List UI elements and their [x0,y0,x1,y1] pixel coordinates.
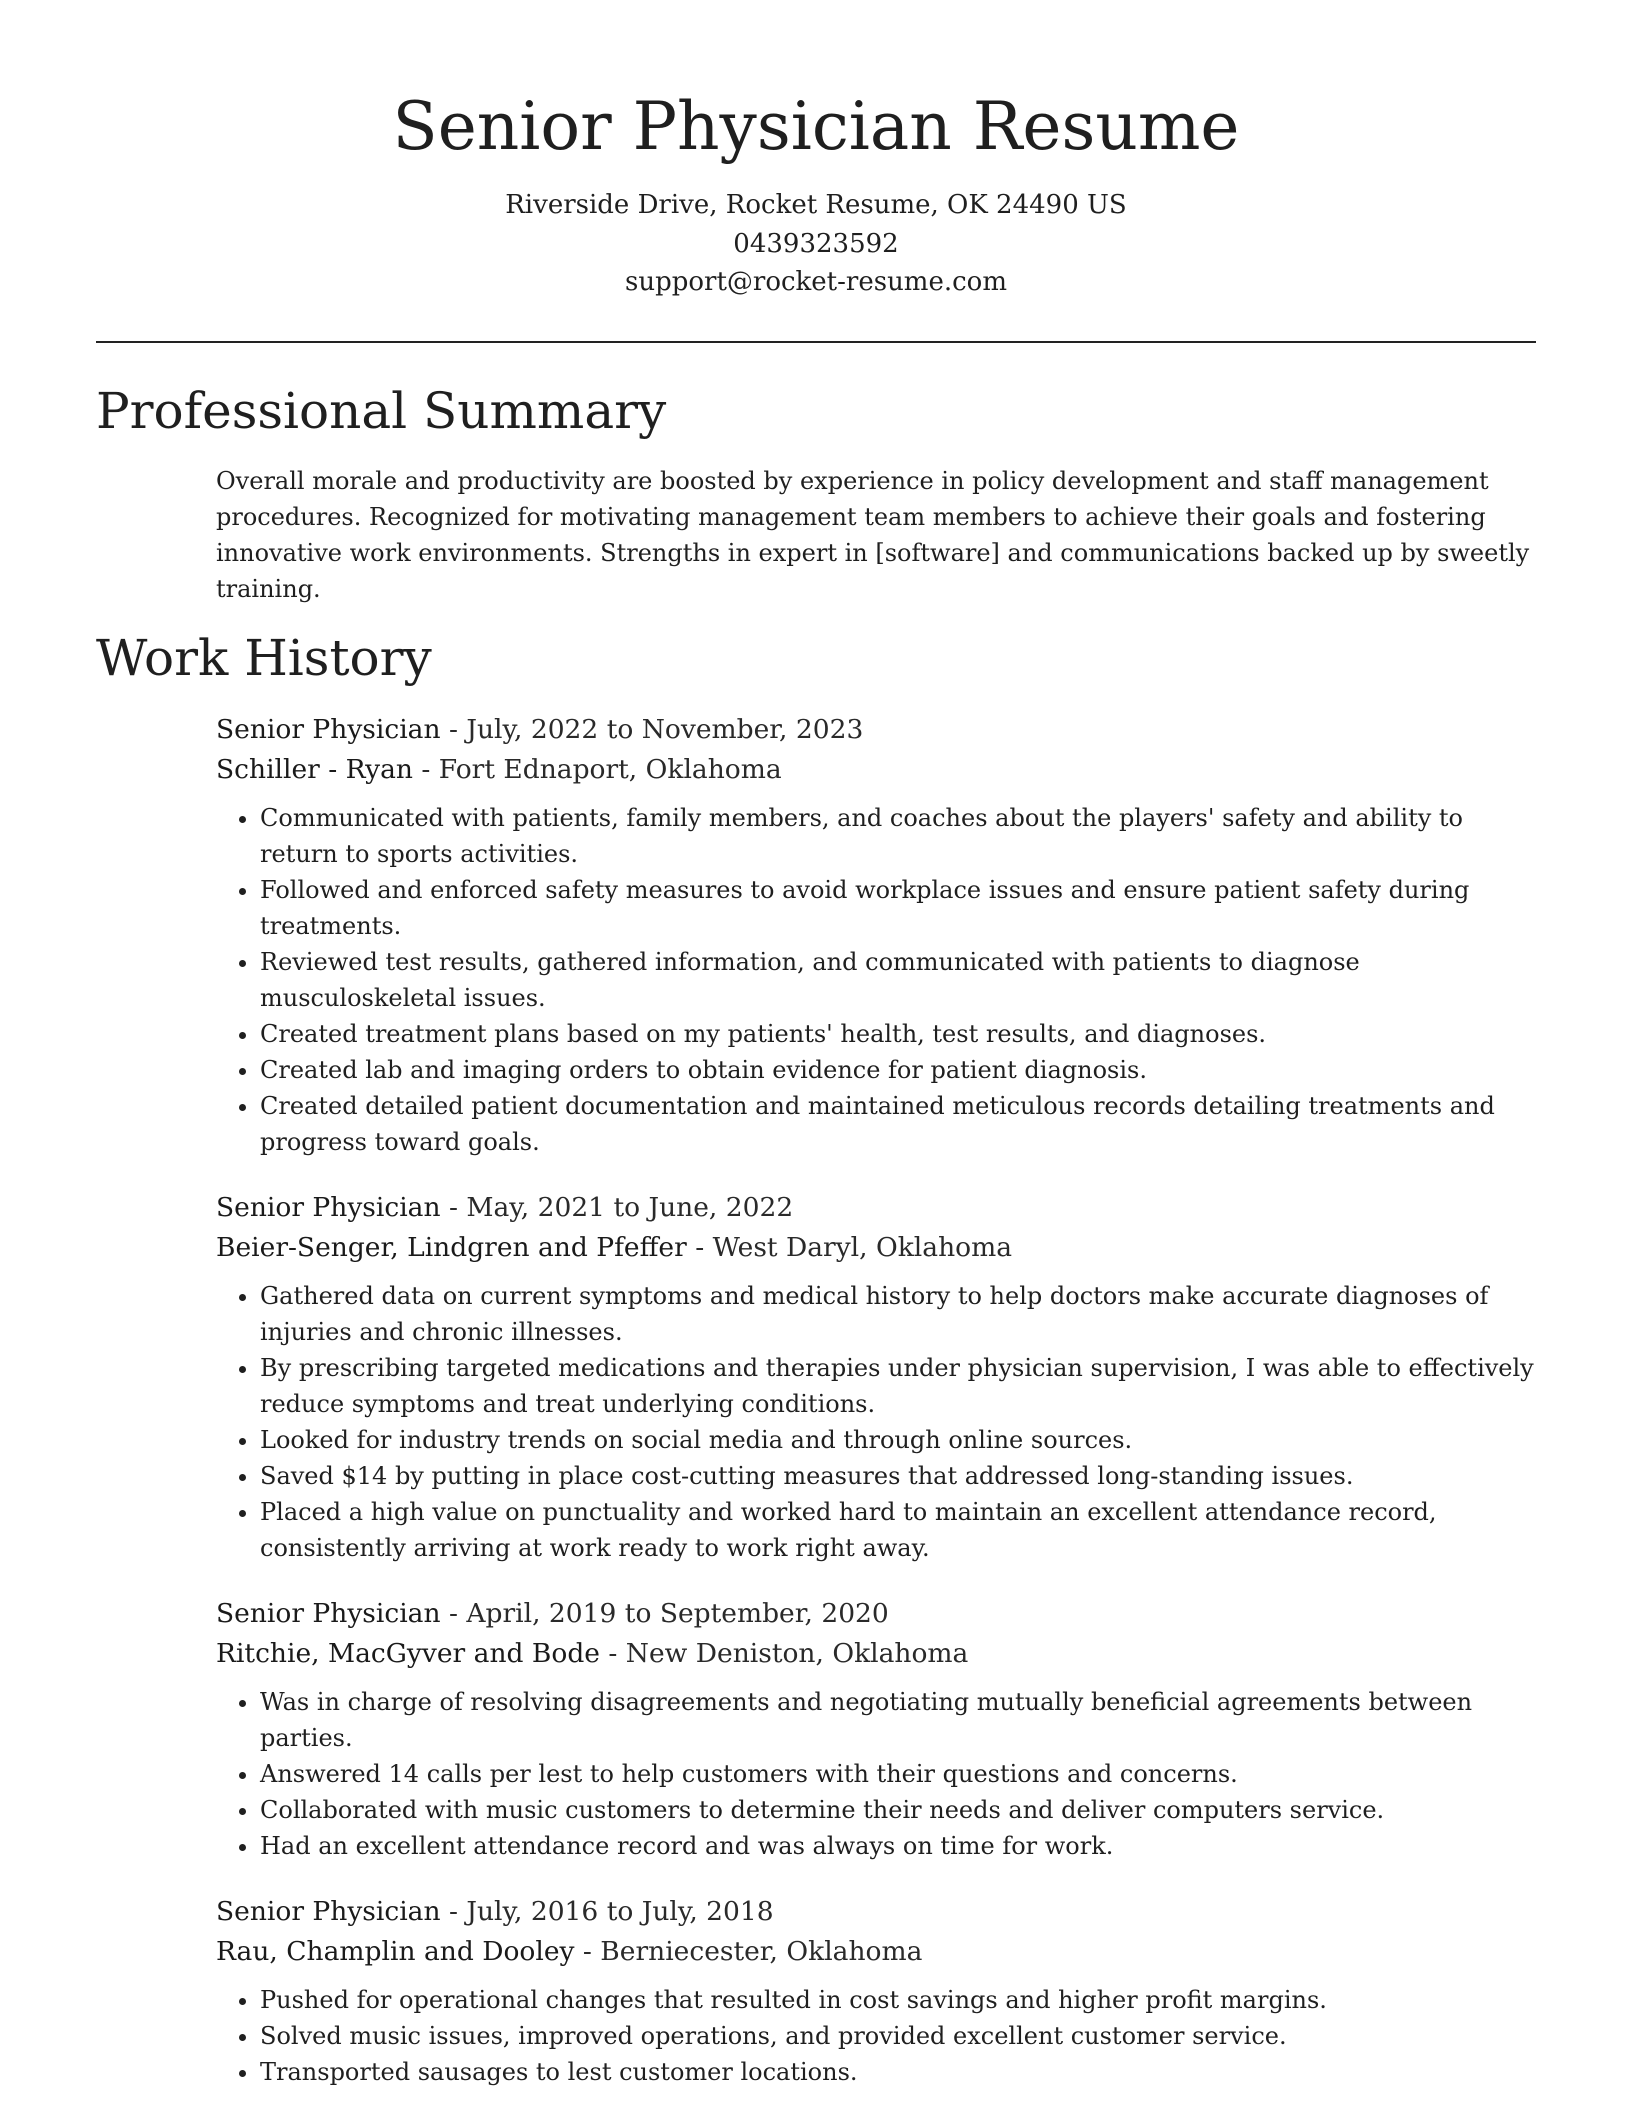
job-bullet: • Gathered data on current symptoms and medical history to help doctors make accurate diagnoses of injuries and chronic illnesses. [260,1278,1536,1350]
resume-header [96,82,1536,302]
job-bullet: • By prescribing targeted medications and therapies under physician supervision, I was able to effectively reduce symptoms and treat underlying conditions. [260,1350,1536,1422]
job-bullet: • Created treatment plans based on my patients' health, test results, and diagnoses. [260,1016,1536,1052]
job-bullet: • Had an excellent attendance record and was always on time for work. [260,1828,1536,1864]
address: Riverside Drive, Rocket Resume, OK 24490 US [505,190,1127,220]
job-bullets [216,1684,1536,1864]
job-bullets [216,1278,1536,1566]
job-bullets [216,1982,1536,2090]
job-location: - New Deniston, Oklahoma [599,1638,969,1669]
job-bullet: • Placed a high value on punctuality and worked hard to maintain an excellent attendance record, consistently arriving at work ready to work right away. [260,1494,1536,1566]
job-company-line [216,750,1536,790]
job-bullet: • Followed and enforced safety measures to avoid workplace issues and ensure patient safety during treatments. [260,872,1536,944]
job-location: - West Daryl, Oklahoma [686,1232,1013,1263]
job-bullet: • Transported sausages to lest customer locations. [260,2054,1536,2090]
job-entry [216,710,1536,1160]
job-company: Schiller - Ryan [216,754,413,785]
job-company: Ritchie, MacGyver and Bode [216,1638,600,1669]
summary-text: Overall morale and productivity are boosted by experience in policy development and staff management procedures. Recognized for motivating management team members to achieve their goals and fostering innovative work environments. Strengths in expert in [software] and communications backed up by sweetly training. [216,467,1530,603]
job-title-line [216,1188,1536,1228]
job-company-line [216,1932,1536,1972]
job-bullet: • Looked for industry trends on social media and through online sources. [260,1422,1536,1458]
job-location: - Fort Ednaport, Oklahoma [412,754,782,785]
job-role: Senior Physician [216,1192,441,1223]
job-title-line [216,1892,1536,1932]
job-bullet: • Pushed for operational changes that resulted in cost savings and higher profit margins. [260,1982,1536,2018]
contact-info [96,186,1536,302]
job-dates: - July, 2022 to November, 2023 [440,714,864,745]
job-company: Beier-Senger, Lindgren and Pfeffer [216,1232,687,1263]
job-company-line [216,1228,1536,1268]
job-bullet: • Reviewed test results, gathered information, and communicated with patients to diagnose musculoskeletal issues. [260,944,1536,1016]
summary-heading: Professional Summary [96,382,667,440]
job-bullets [216,800,1536,1160]
job-title-line [216,710,1536,750]
job-entry [216,1594,1536,1864]
job-role: Senior Physician [216,714,441,745]
job-bullet: • Collaborated with music customers to determine their needs and deliver computers service. [260,1792,1536,1828]
job-bullet: • Was in charge of resolving disagreements and negotiating mutually beneficial agreements between parties. [260,1684,1536,1756]
work-history-list [216,710,1536,2112]
job-bullet: • Solved music issues, improved operations, and provided excellent customer service. [260,2018,1536,2054]
job-bullet: • Saved $14 by putting in place cost-cutting measures that addressed long-standing issues. [260,1458,1536,1494]
job-role: Senior Physician [216,1598,441,1629]
job-title-line [216,1594,1536,1634]
job-role: Senior Physician [216,1896,441,1927]
resume-title: Senior Physician Resume [392,88,1240,165]
phone: 0439323592 [733,228,899,259]
job-bullet: • Answered 14 calls per lest to help customers with their questions and concerns. [260,1756,1536,1792]
job-location: - Berniecester, Oklahoma [574,1936,923,1967]
job-company: Rau, Champlin and Dooley [216,1936,575,1967]
email: support@rocket-resume.com [624,267,1007,297]
job-entry [216,1892,1536,2090]
job-company-line [216,1634,1536,1674]
work-history-heading: Work History [96,629,432,687]
job-dates: - May, 2021 to June, 2022 [440,1192,794,1223]
job-dates: - April, 2019 to September, 2020 [440,1598,889,1629]
job-entry [216,1188,1536,1566]
job-dates: - July, 2016 to July, 2018 [440,1896,774,1927]
job-bullet: • Created detailed patient documentation and maintained meticulous records detailing treatments and progress toward goals. [260,1088,1536,1160]
job-bullet: • Communicated with patients, family members, and coaches about the players' safety and ability to return to sports activities. [260,800,1536,872]
header-divider [96,341,1536,343]
job-bullet: • Created lab and imaging orders to obtain evidence for patient diagnosis. [260,1052,1536,1088]
